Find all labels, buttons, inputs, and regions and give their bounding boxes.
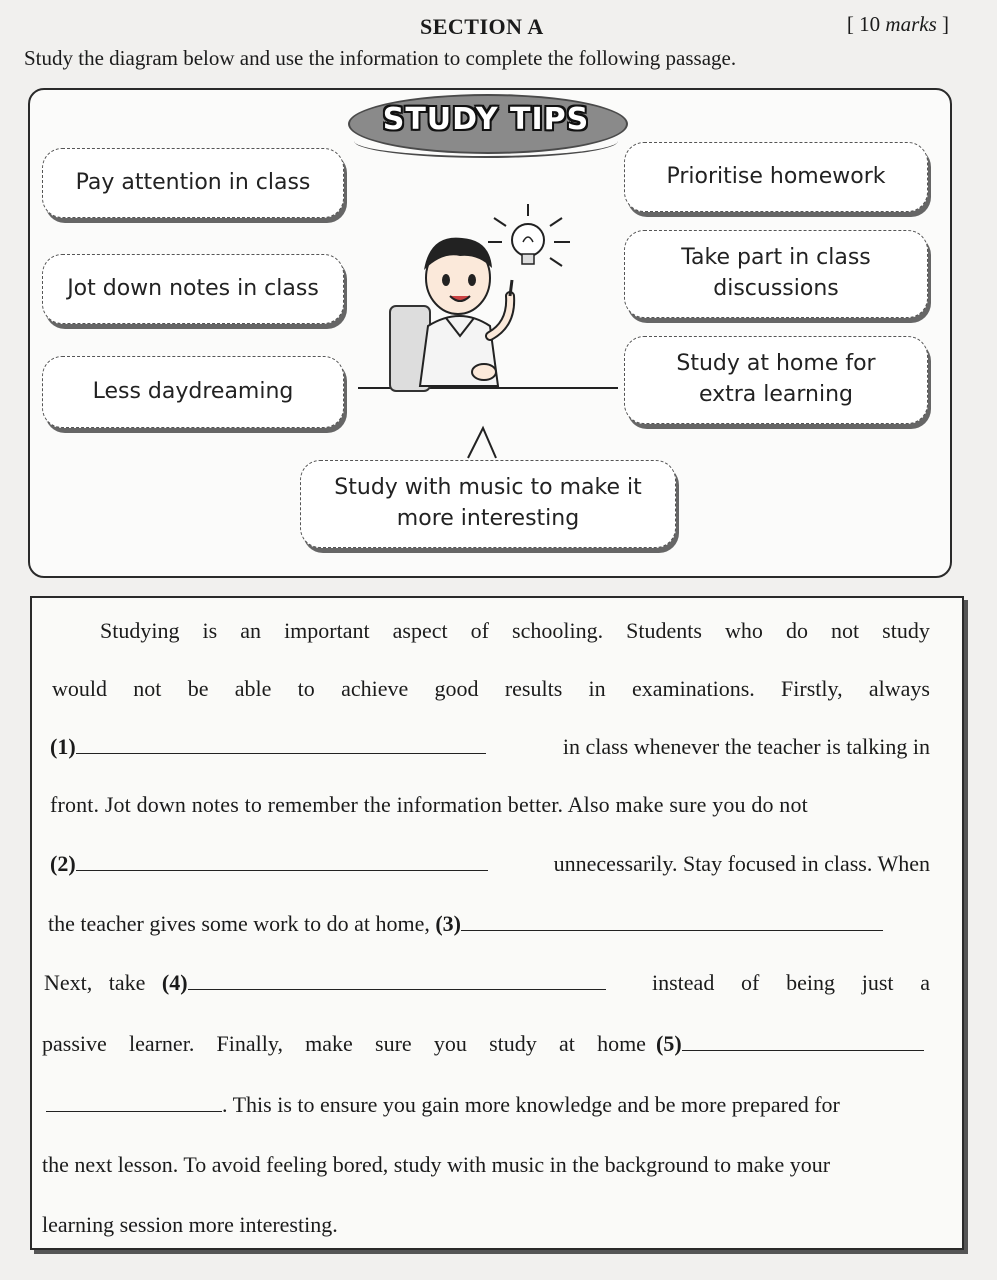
passage-line-2: would not be able to achieve good results in examinations. Firstly, always [52,676,930,701]
instruction-text: Study the diagram below and use the information to complete the following passage. [24,46,737,70]
passage-line-3: (1) in class whenever the teacher is talking in [50,734,930,759]
answer-blank-5a[interactable] [682,1032,924,1051]
answer-blank-4[interactable] [188,971,606,990]
passage-line-10: the next lesson. To avoid feeling bored, study with music in the background to make your [42,1152,831,1177]
passage-line-5: (2) unnecessarily. Stay focused in class. When [50,851,930,876]
question-4-number: (4) [161,970,188,995]
answer-blank-3[interactable] [461,912,883,931]
tip-pay-attention: Pay attention in class [42,148,344,218]
passage-line-1: Studying is an important aspect of schooling. Students who do not study [100,618,930,643]
tip-jot-notes: Jot down notes in class [42,254,344,324]
answer-blank-5b[interactable] [46,1093,222,1112]
tip-class-discussions: Take part in class discussions [624,230,928,318]
answer-blank-2[interactable] [76,852,488,871]
question-5-number: (5) [656,1031,682,1056]
tip-study-with-music: Study with music to make it more interesting [300,460,676,548]
tip-less-daydreaming: Less daydreaming [42,356,344,428]
answer-blank-1[interactable] [76,735,486,754]
marks-number: 10 [859,12,881,36]
question-3-number: (3) [435,911,461,936]
question-2-number: (2) [50,851,76,876]
section-title: SECTION A [420,14,544,39]
marks-label: [ 10 marks ] [846,12,949,36]
passage-line-6: the teacher gives some work to do at home, (3) [48,911,883,937]
student-illustration [380,196,600,396]
tip-study-at-home: Study at home for extra learning [624,336,928,424]
passage-line-11: learning session more interesting. [42,1212,338,1237]
passage-line-9: . This is to ensure you gain more knowledge and be more prepared for [46,1092,934,1118]
passage-line-7: Next, take (4) instead of being just a [44,970,930,995]
passage-line-4: front. Jot down notes to remember the information better. Also make sure you do not [50,792,808,817]
marks-word: marks [885,12,937,36]
question-1-number: (1) [50,734,76,759]
tip-prioritise-homework: Prioritise homework [624,142,928,212]
study-tips-title: STUDY TIPS [382,102,590,137]
study-tips-banner [348,94,624,156]
